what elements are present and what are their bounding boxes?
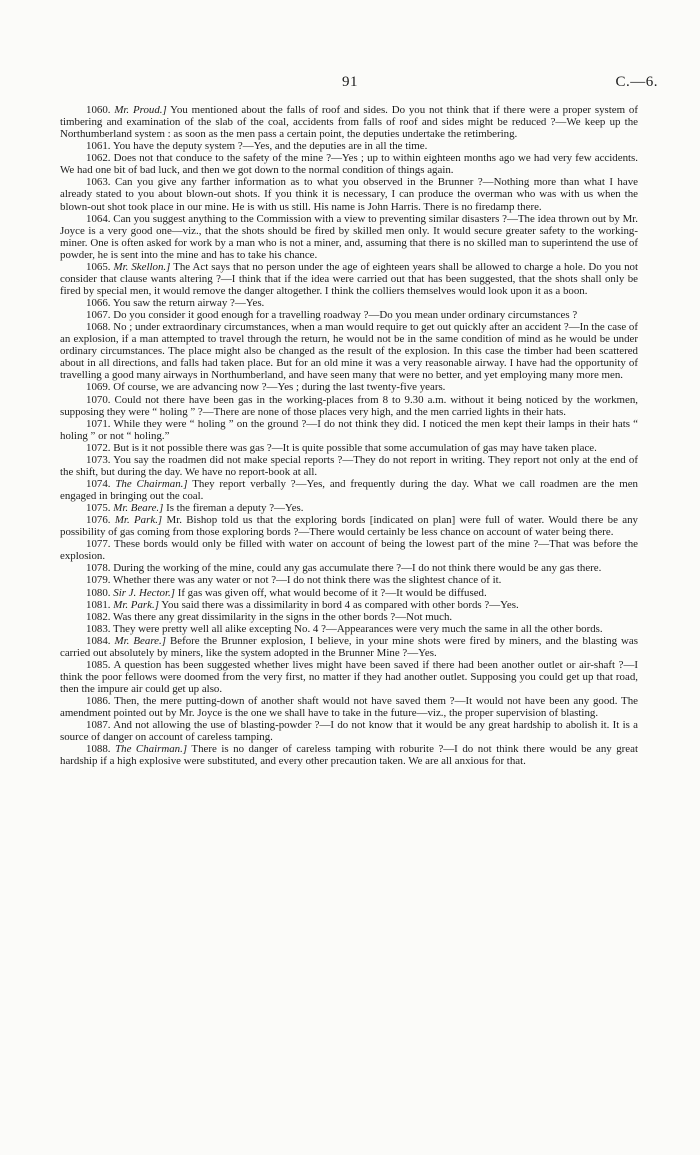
speaker-name: Sir J. Hector.] bbox=[113, 586, 175, 599]
question-paragraph bbox=[60, 140, 638, 152]
paragraph-text: During the working of the mine, could any gas accumulate there ?—I do not think there would be any gas there. bbox=[110, 562, 602, 575]
question-paragraph bbox=[60, 454, 638, 478]
question-paragraph bbox=[60, 538, 638, 562]
question-number: 1078. bbox=[86, 562, 111, 575]
paragraph-text: Do you consider it good enough for a travelling roadway ?—Do you mean under ordinary circumstances ? bbox=[110, 309, 578, 322]
question-paragraph bbox=[60, 611, 638, 623]
question-paragraph bbox=[60, 176, 638, 212]
question-number: 1063. bbox=[86, 176, 111, 189]
speaker-name: Mr. Skellon.] bbox=[113, 260, 171, 273]
question-number: 1080. bbox=[86, 586, 111, 599]
speaker-name: The Chairman.] bbox=[115, 477, 188, 490]
question-paragraph bbox=[60, 562, 638, 574]
question-number: 1086. bbox=[86, 695, 111, 708]
speaker-name: Mr. Beare.] bbox=[113, 502, 164, 515]
question-number: 1070. bbox=[86, 393, 111, 406]
paragraph-text: Was there any great dissimilarity in the signs in the other bords ?—Not much. bbox=[110, 610, 453, 623]
question-number: 1067. bbox=[86, 309, 111, 322]
paragraph-text: Of course, we are advancing now ?—Yes ; during the last twenty-five years. bbox=[110, 381, 446, 394]
paragraph-text: You say the roadmen did not make special reports ?—They do not report in writing. They report not only at the end of the shift, but during the day. We have no report-book at all. bbox=[60, 453, 638, 478]
paragraph-text: You said there was a dissimilarity in bord 4 as compared with other bords ?—Yes. bbox=[158, 598, 519, 611]
question-paragraph bbox=[60, 297, 638, 309]
paragraph-text: They report verbally ?—Yes, and frequently during the day. What we call roadmen are the men engaged in bringing out the coal. bbox=[60, 477, 638, 502]
question-paragraph bbox=[60, 599, 638, 611]
question-paragraph bbox=[60, 635, 638, 659]
paragraph-text: You mentioned about the falls of roof and sides. Do you not think that if there were a proper system of timbering and examination of the slab of the coal, accidents from falls of roof and sides might be reduced ?—We keep up the Northumberland system : as soon as the men pass a certain point, the deputies undertake the retimbering. bbox=[60, 104, 638, 141]
paragraph-text: A question has been suggested whether lives might have been saved if there had been another outlet or air-shaft ?—I think the poor fellows were doomed from the very first, no matter if they had another outlet. Supposing you could get up that road, then the impure air could get up also. bbox=[60, 658, 638, 695]
question-paragraph bbox=[60, 478, 638, 502]
paragraph-text: Is the fireman a deputy ?—Yes. bbox=[163, 502, 304, 515]
paragraph-text: Then, the mere putting-down of another shaft would not have saved them ?—It would not have been any good. The amendment pointed out by Mr. Joyce is the one we shall have to take in the future—viz., the proper supervision of blasting. bbox=[60, 695, 638, 720]
question-paragraph bbox=[60, 514, 638, 538]
paragraph-text: They were pretty well all alike excepting No. 4 ?—Appearances were very much the same in all the other bords. bbox=[110, 622, 603, 635]
question-number: 1082. bbox=[86, 610, 111, 623]
question-number: 1081. bbox=[86, 598, 111, 611]
paragraph-text: The Act says that no person under the age of eighteen years shall be allowed to charge a hole. Do you not consider that clause wants altering ?—I think that if the idea were carried out that has been suggested, that the shots shall only be fired by special men, it would remove the danger altogether. I think the colliers themselves would look upon it as a boon. bbox=[60, 260, 638, 297]
question-paragraph bbox=[60, 719, 638, 743]
document-reference: C.—6. bbox=[615, 74, 658, 90]
speaker-name: The Chairman.] bbox=[115, 743, 188, 756]
paragraph-text: You have the deputy system ?—Yes, and the deputies are in all the time. bbox=[110, 140, 428, 153]
speaker-name: Mr. Beare.] bbox=[114, 634, 166, 647]
question-number: 1074. bbox=[86, 477, 111, 490]
question-number: 1060. bbox=[86, 104, 111, 116]
question-number: 1085. bbox=[86, 658, 111, 671]
paragraph-text: But is it not possible there was gas ?—It is quite possible that some accumulation of gas may have taken place. bbox=[110, 441, 597, 454]
paragraph-text: And not allowing the use of blasting-powder ?—I do not know that it would be any great hardship to abolish it. It is a source of danger on account of careless tamping. bbox=[60, 719, 638, 744]
question-number: 1068. bbox=[86, 321, 111, 334]
question-number: 1076. bbox=[86, 514, 111, 527]
document-body bbox=[60, 104, 638, 767]
question-number: 1061. bbox=[86, 140, 111, 153]
question-number: 1066. bbox=[86, 297, 111, 309]
question-paragraph bbox=[60, 574, 638, 586]
question-number: 1088. bbox=[86, 743, 111, 756]
paragraph-text: Can you suggest anything to the Commission with a view to preventing similar disasters ?—The idea thrown out by Mr. Joyce is a very good one—viz., that the shots should be fired by skilled men only. It would secure greater safety to the working-miner. One is often asked for work by a man who is not a miner, and, assuming that there is no skilled man to superintend the use of powder, he is sent into the mine and has to take his chance. bbox=[60, 212, 638, 261]
speaker-name: Mr. Park.] bbox=[114, 514, 163, 527]
question-paragraph bbox=[60, 502, 638, 514]
question-number: 1064. bbox=[86, 212, 111, 225]
question-paragraph bbox=[60, 381, 638, 393]
question-paragraph bbox=[60, 321, 638, 381]
paragraph-text: While they were “ holing ” on the ground ?—I do not think they did. I noticed the men kept their lamps in their hats “ holing ” or not “ holing.” bbox=[60, 417, 638, 442]
question-number: 1077. bbox=[86, 538, 111, 551]
question-paragraph bbox=[60, 394, 638, 418]
paragraph-text: Does not that conduce to the safety of the mine ?—Yes ; up to within eighteen months ago we had very few accidents. We had one bit of bad luck, and then we got down to the normal condition of things again. bbox=[60, 152, 638, 177]
question-paragraph bbox=[60, 104, 638, 140]
paragraph-text: No ; under extraordinary circumstances, when a man would require to get out quickly after an accident ?—In the case of an explosion, if a man attempted to travel through the return, he would not be in the same condition of mind as he would be under ordinary circumstances. The place might also be changed as the result of the explosion. In this case the timber had been scattered about in all directions, and falls had taken place. But for an old mine it was a very reasonable airway. I have had the opportunity of travelling a good many airways in Northumberland, and have seen many that were no better, and yet employing many more men. bbox=[60, 321, 638, 382]
question-number: 1083. bbox=[86, 622, 111, 635]
paragraph-text: If gas was given off, what would become of it ?—It would be diffused. bbox=[174, 586, 487, 599]
speaker-name: Mr. Park.] bbox=[113, 598, 159, 611]
question-paragraph bbox=[60, 442, 638, 454]
question-number: 1087. bbox=[86, 719, 111, 732]
question-paragraph bbox=[60, 152, 638, 176]
paragraph-text: Before the Brunner explosion, I believe, in your mine shots were fired by miners, and the blasting was carried out absolutely by miners, like the system adopted in the Brunner Mine ?—Yes. bbox=[60, 634, 638, 659]
paragraph-text: There is no danger of careless tamping with roburite ?—I do not think there would be any great hardship if a high explosive were substituted, and every other precaution taken. We are all anxious for that. bbox=[60, 743, 639, 768]
question-paragraph bbox=[60, 743, 638, 767]
question-paragraph bbox=[60, 623, 638, 635]
question-paragraph bbox=[60, 309, 638, 321]
paragraph-text: You saw the return airway ?—Yes. bbox=[110, 297, 265, 309]
paragraph-text: These bords would only be filled with water on account of being the lowest part of the mine ?—That was before the explosion. bbox=[60, 538, 638, 563]
paragraph-text: Can you give any farther information as to what you observed in the Brunner ?—Nothing more than what I have already stated to you about blown-out shots. If you think it is necessary, I can produce the overman who was with us when the blown-out shot took place in our mine. He is with us still. His name is John Harris. There is no firedamp there. bbox=[60, 176, 638, 213]
question-number: 1069. bbox=[86, 381, 111, 394]
question-paragraph bbox=[60, 587, 638, 599]
question-number: 1075. bbox=[86, 502, 111, 515]
speaker-name: Mr. Proud.] bbox=[114, 104, 167, 116]
question-paragraph bbox=[60, 418, 638, 442]
question-number: 1079. bbox=[86, 574, 111, 587]
question-paragraph bbox=[60, 695, 638, 719]
page-number: 91 bbox=[342, 74, 358, 90]
question-number: 1072. bbox=[86, 441, 111, 454]
paragraph-text: Could not there have been gas in the working-places from 8 to 9.30 a.m. without it being noticed by the workmen, supposing they were “ holing ” ?—There are none of those places very high, and the men carried lights in their hats. bbox=[60, 393, 638, 418]
question-paragraph bbox=[60, 213, 638, 261]
paragraph-text: Mr. Bishop told us that the exploring bords [indicated on plan] were full of water. Would there be any possibility of gas coming from those exploring bords ?—There would certainly be less chance on account of water being there. bbox=[60, 514, 638, 539]
question-number: 1071. bbox=[86, 417, 111, 430]
question-number: 1062. bbox=[86, 152, 111, 165]
question-paragraph bbox=[60, 659, 638, 695]
question-number: 1065. bbox=[86, 260, 111, 273]
question-number: 1084. bbox=[86, 634, 111, 647]
question-paragraph bbox=[60, 261, 638, 297]
paragraph-text: Whether there was any water or not ?—I do not think there was the slightest chance of it. bbox=[110, 574, 502, 587]
question-number: 1073. bbox=[86, 453, 111, 466]
